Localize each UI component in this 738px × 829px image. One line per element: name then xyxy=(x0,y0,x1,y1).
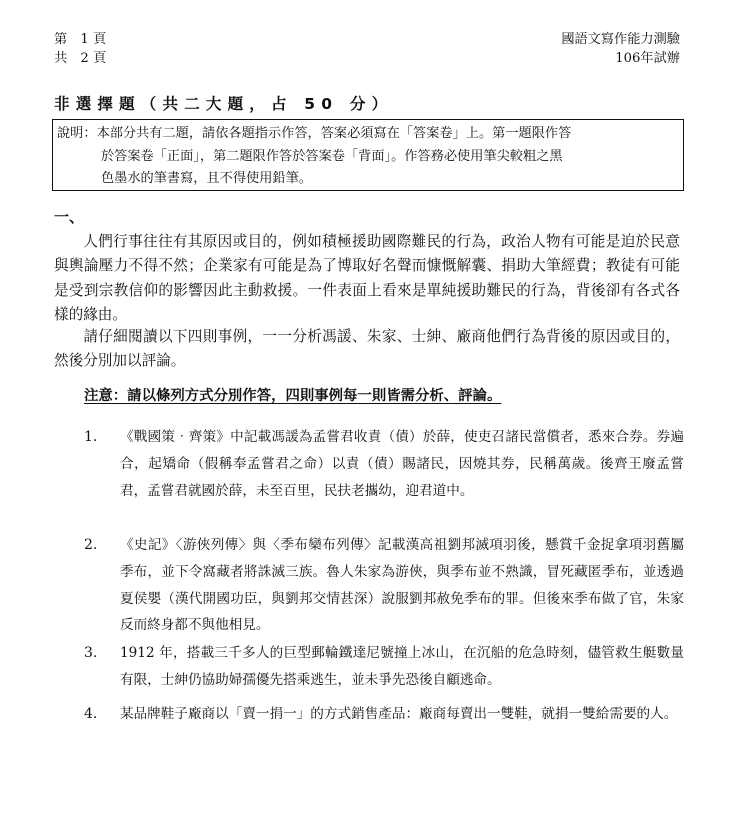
case-text: 某品牌鞋子廠商以「賣一捐一」的方式銷售產品：廠商每賣出一雙鞋，就捐一雙給需要的人。 xyxy=(120,706,678,722)
exam-title: 國語文寫作能力測驗 xyxy=(561,32,680,47)
page-total: 共 2 頁 xyxy=(54,51,107,66)
section-title: 非選擇題（共二大題，占 50 分） xyxy=(54,95,394,113)
case-item xyxy=(84,640,684,694)
case-text: 《戰國策‧齊策》中記載馮諼為孟嘗君收責（債）於薛，使吏召諸民當償者，悉來合券。券遍合，起矯命（假稱奉孟嘗君之命）以責（債）賜諸民，因燒其券，民稱萬歲。後齊王廢孟嘗君，孟嘗君就國於薛，未至百里，民扶老攜幼，迎君道中。 xyxy=(120,429,684,499)
paragraph-1-text: 人們行事往往有其原因或目的，例如積極援助國際難民的行為，政治人物有可能是迫於民意與輿論壓力不得不然；企業家有可能是為了博取好名聲而慷慨解囊、捐助大筆經費；教徒有可能是受到宗教信仰的影響因此主動救援。一件表面上看來是單純援助難民的行為，背後卻有各式各樣的緣由。 xyxy=(54,233,680,323)
case-item xyxy=(84,424,684,504)
case-text: 1912 年，搭載三千多人的巨型郵輪鐵達尼號撞上冰山，在沉船的危急時刻，儘管救生艇數量有限，士紳仍協助婦孺優先搭乘逃生，並未爭先恐後自顧逃命。 xyxy=(120,645,684,688)
page-header-right xyxy=(561,30,680,68)
page-number: 第 1 頁 xyxy=(54,32,107,47)
question-paragraph-1 xyxy=(54,230,680,327)
case-number: 4. xyxy=(84,706,98,722)
page-header-left xyxy=(54,30,106,68)
case-number: 2. xyxy=(84,537,98,553)
exam-year: 106年試辦 xyxy=(615,51,680,66)
instructions-label: 說明： xyxy=(57,126,97,141)
case-item xyxy=(84,701,684,728)
case-number: 3. xyxy=(84,645,98,661)
paragraph-2-text: 請仔細閱讀以下四則事例，一一分析馮諼、朱家、士紳、廠商他們行為背後的原因或目的，然後分別加以評論。 xyxy=(54,328,680,370)
instructions-line-2: 於答案卷「正面」，第二題限作答於答案卷「背面」。作答務必使用筆尖較粗之黑 xyxy=(101,148,563,164)
question-paragraph-2 xyxy=(54,325,680,374)
answer-note: 注意：請以條列方式分別作答，四則事例每一則皆需分析、評論。 xyxy=(84,388,502,404)
case-item xyxy=(84,532,684,639)
case-text: 《史記》〈游俠列傳〉與〈季布欒布列傳〉記載漢高祖劉邦滅項羽後，懸賞千金捉拿項羽舊屬季布，並下令窩藏者將誅滅三族。魯人朱家為游俠，與季布並不熟識，冒死藏匿季布，並透過夏侯嬰（漢代開國功臣，與劉邦交情甚深）說服劉邦赦免季布的罪。但後來季布做了官，朱家反而終身都不與他相見。 xyxy=(120,537,684,634)
instructions-line-1: 本部分共有二題，請依各題指示作答，答案必須寫在「答案卷」上。第一題限作答 xyxy=(96,126,572,141)
question-number: 一、 xyxy=(54,208,85,226)
instructions-line-3: 色墨水的筆書寫，且不得使用鉛筆。 xyxy=(101,171,312,186)
instructions-box xyxy=(52,119,684,191)
case-number: 1. xyxy=(84,429,98,445)
